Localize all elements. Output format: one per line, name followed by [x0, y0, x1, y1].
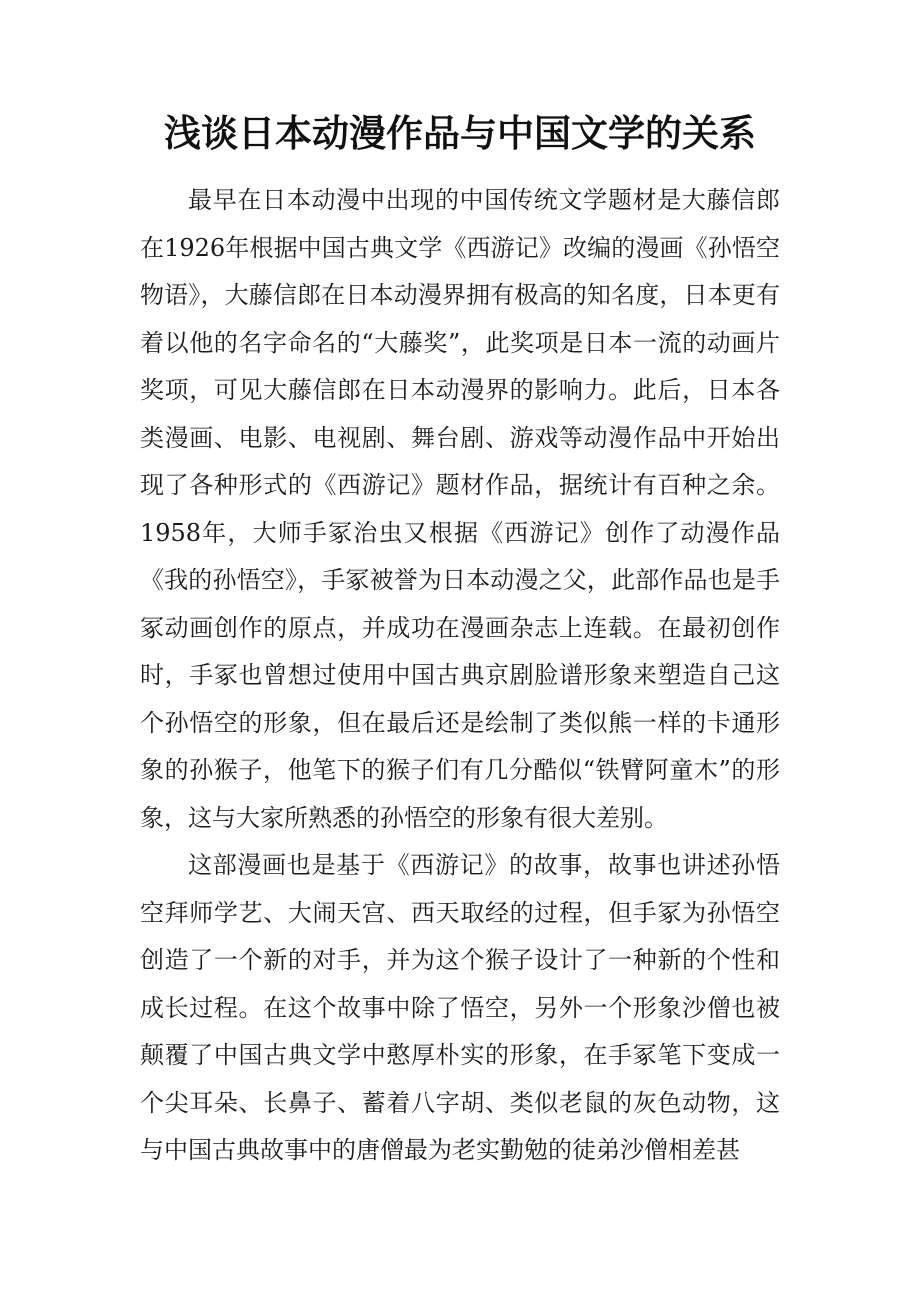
document-body	[140, 177, 780, 1175]
paragraph-2: 这部漫画也是基于《西游记》的故事，故事也讲述孙悟空拜师学艺、大闹天宫、西天取经的过程，但手冢为孙悟空创造了一个新的对手，并为这个猴子设计了一种新的个性和成长过程。在这个故事中除了悟空，另外一个形象沙僧也被颠覆了中国古典文学中憨厚朴实的形象，在手冢笔下变成一个尖耳朵、长鼻子、蓄着八字胡、类似老鼠的灰色动物，这与中国古典故事中的唐僧最为老实勤勉的徒弟沙僧相差甚	[140, 851, 780, 1164]
document-title: 浅谈日本动漫作品与中国文学的关系	[164, 112, 756, 155]
paragraph-1: 最早在日本动漫中出现的中国传统文学题材是大藤信郎在1926年根据中国古典文学《西游记》改编的漫画《孙悟空物语》，大藤信郎在日本动漫界拥有极高的知名度，日本更有着以他的名字命名的“大藤奖”，此奖项是日本一流的动画片奖项，可见大藤信郎在日本动漫界的影响力。此后，日本各类漫画、电影、电视剧、舞台剧、游戏等动漫作品中开始出现了各种形式的《西游记》题材作品，据统计有百种之余。1958年，大师手冢治虫又根据《西游记》创作了动漫作品《我的孙悟空》，手冢被誉为日本动漫之父，此部作品也是手冢动画创作的原点，并成功在漫画杂志上连载。在最初创作时，手冢也曾想过使用中国古典京剧脸谱形象来塑造自己这个孙悟空的形象，但在最后还是绘制了类似熊一样的卡通形象的孙猴子，他笔下的猴子们有几分酷似“铁臂阿童木”的形象，这与大家所熟悉的孙悟空的形象有很大差别。	[140, 186, 780, 832]
